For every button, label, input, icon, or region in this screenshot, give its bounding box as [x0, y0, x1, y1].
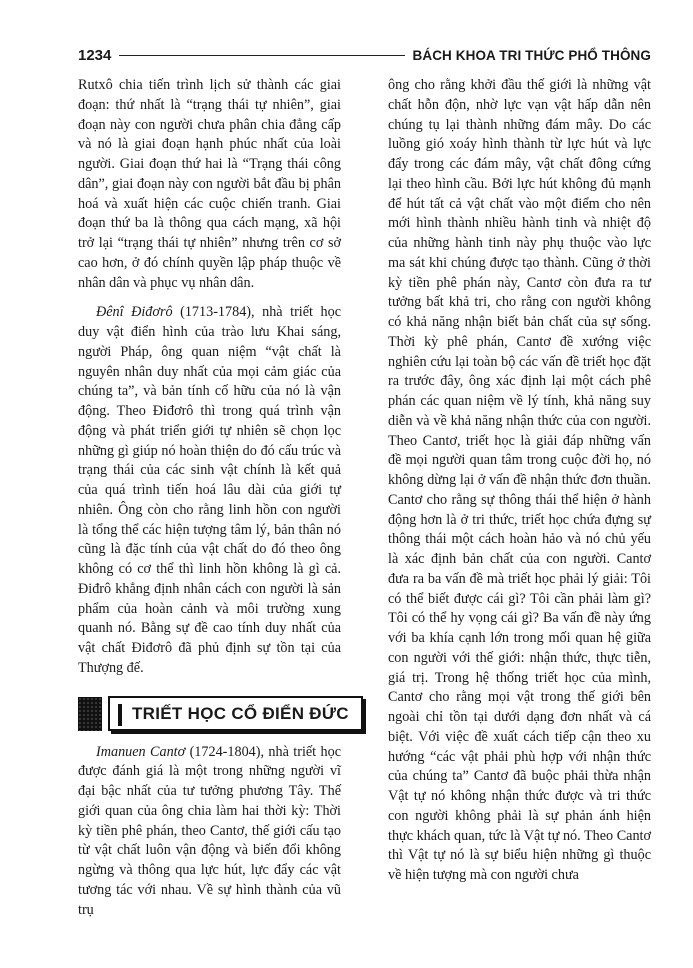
section-heading	[78, 695, 349, 733]
section-heading-text: TRIẾT HỌC CỔ ĐIỂN ĐỨC	[132, 704, 349, 723]
diderot-text: (1713-1784), nhà triết học duy vật điển hình của trào lưu Khai sáng, người Pháp, ông quan niệm “vật chất là nguyên nhân duy nhất của mọi cảm giác của chúng ta”, và bản tính cố hữu của nó là vận động. Theo Điđơrô thì trong quá trình vận động và phát triển giới tự nhiên sẽ chọn lọc những gì giúp nó hoàn thiện do đó cấu trúc và trạng thái của các sinh vật chính là kết quả của quá trình tiến hoá lâu dài của giới tự nhiên. Ông còn cho rằng linh hồn con người là tổng thể các hiện tượng tâm lý, bản thân nó cũng là đặc tính của vật chất do đó theo ông không có cơ thể thì linh hồn không là gì cả. Điđrô khẳng định nhân cách con người là sản phẩm của hoàn cảnh và môi trường xung quanh nó. Bằng sự đề cao tính duy nhất của vật chất Điđơrô đã phủ định sự tồn tại của Thượng đế.	[78, 304, 341, 676]
page-number: 1234	[78, 46, 112, 64]
book-title: BÁCH KHOA TRI THỨC PHỔ THÔNG	[412, 47, 651, 63]
kant-name: Imanuen Cantơ	[96, 743, 186, 760]
paragraph-kant	[78, 743, 341, 921]
header-rule	[119, 55, 404, 56]
paragraph-kant-continued: ông cho rằng khởi đầu thế giới là những vật chất hỗn độn, nhờ lực vạn vật hấp dẫn nên chúng tụ lại thành những đám mây. Do các luồng gió xoáy hình thành từ lực hút và lực đẩy trong các đám mây, vật chất đông cứng lại theo hình cầu. Bởi lực hút không đủ mạnh để hút tất cả vật chất vào một điểm cho nên mới hình thành nhiều hành tinh và nhiệt độ của những hành tinh này phụ thuộc vào lực ma sát khi chúng được tạo thành. Cũng ở thời kỳ tiền phê phán này, Cantơ còn đưa ra tư tưởng bất khả tri, cho rằng con người không có khả năng nhận biết bản chất của sự sống. Thời kỳ phê phán, Cantơ đề xướng việc nghiên cứu lại toàn bộ các vấn đề triết học đặt ra trước đây, ông xác định lại một cách phê phán các quan niệm về lý tính, khả năng suy diễn và về khả năng nhận thức của con người. Theo Cantơ, triết học là giải đáp những vấn đề mọi người quan tâm trong cuộc đời họ, nó không dừng lại ở vấn đề nhận thức đơn thuần. Cantơ cho rằng sự thông thái thể hiện ở hành động hơn là ở tri thức, triết học chứa đựng sự thông thái một cách hoàn hảo và nó chủ yếu là xác định bản chất của con người. Cantơ đưa ra ba vấn đề mà triết học phải lý giải: Tôi có thể biết được cái gì? Tôi cần phải làm gì? Tôi có thể hy vọng cái gì? Ba vấn đề này ứng với ba khía cạnh lớn trong mối quan hệ giữa con người với thế giới: nhận thức, thực tiễn, giá trị. Trong hệ thống triết học của mình, Cantơ cho rằng mọi vật trong thế giới bên ngoài chỉ tồn tại dưới dạng đơn nhất và cá biệt. Với việc đề xuất cách tiếp cận theo xu hướng “các vật phải phù hợp với nhận thức của chúng ta” Cantơ đã buộc phải thừa nhận Vật tự nó không nhận thức được và tri thức con người không phải là sự phản ánh hiện thực khách quan, tức là Vật tự nó. Theo Cantơ thì Vật tự nó là sự biểu hiện những gì thuộc về hiện tượng mà con người chưa	[388, 77, 651, 883]
paragraph-rousseau: Rutxô chia tiến trình lịch sử thành các giai đoạn: thứ nhất là “trạng thái tự nhiên”, giai đoạn này con người chưa phân chia đẳng cấp và nó là giai đoạn hạnh phúc nhất của loài người. Giai đoạn thứ hai là “Trạng thái công dân”, giai đoạn này con người bắt đầu bị phân hoá và xuất hiện các cuộc chiến tranh. Giai đoạn thứ ba là thông qua cách mạng, xã hội trở lại “trạng thái tự nhiên” nhưng trên cơ sở cao hơn, ở đó chính quyền lập pháp thuộc về nhân dân và phục vụ nhân dân.	[78, 77, 341, 291]
right-column	[388, 76, 651, 886]
page-header	[78, 44, 651, 66]
paragraph-diderot	[78, 303, 341, 678]
section-ornament-icon	[78, 697, 102, 731]
left-column	[78, 76, 349, 920]
diderot-name: Đênî Điđơrô	[96, 304, 173, 321]
section-heading-box	[108, 696, 363, 731]
kant-text: (1724-1804), nhà triết học được đánh giá là một trong những người vĩ đại bậc nhất của tư tưởng phương Tây. Thế giới quan của ông chia làm hai thời kỳ: Thời kỳ tiền phê phán, theo Cantơ, thế giới cấu tạo từ vật chất luôn vận động và biến đổi không ngừng và thông qua lực hút, lực đẩy các vật tương tác với nhau. Về sự hình thành của vũ trụ	[78, 743, 341, 918]
